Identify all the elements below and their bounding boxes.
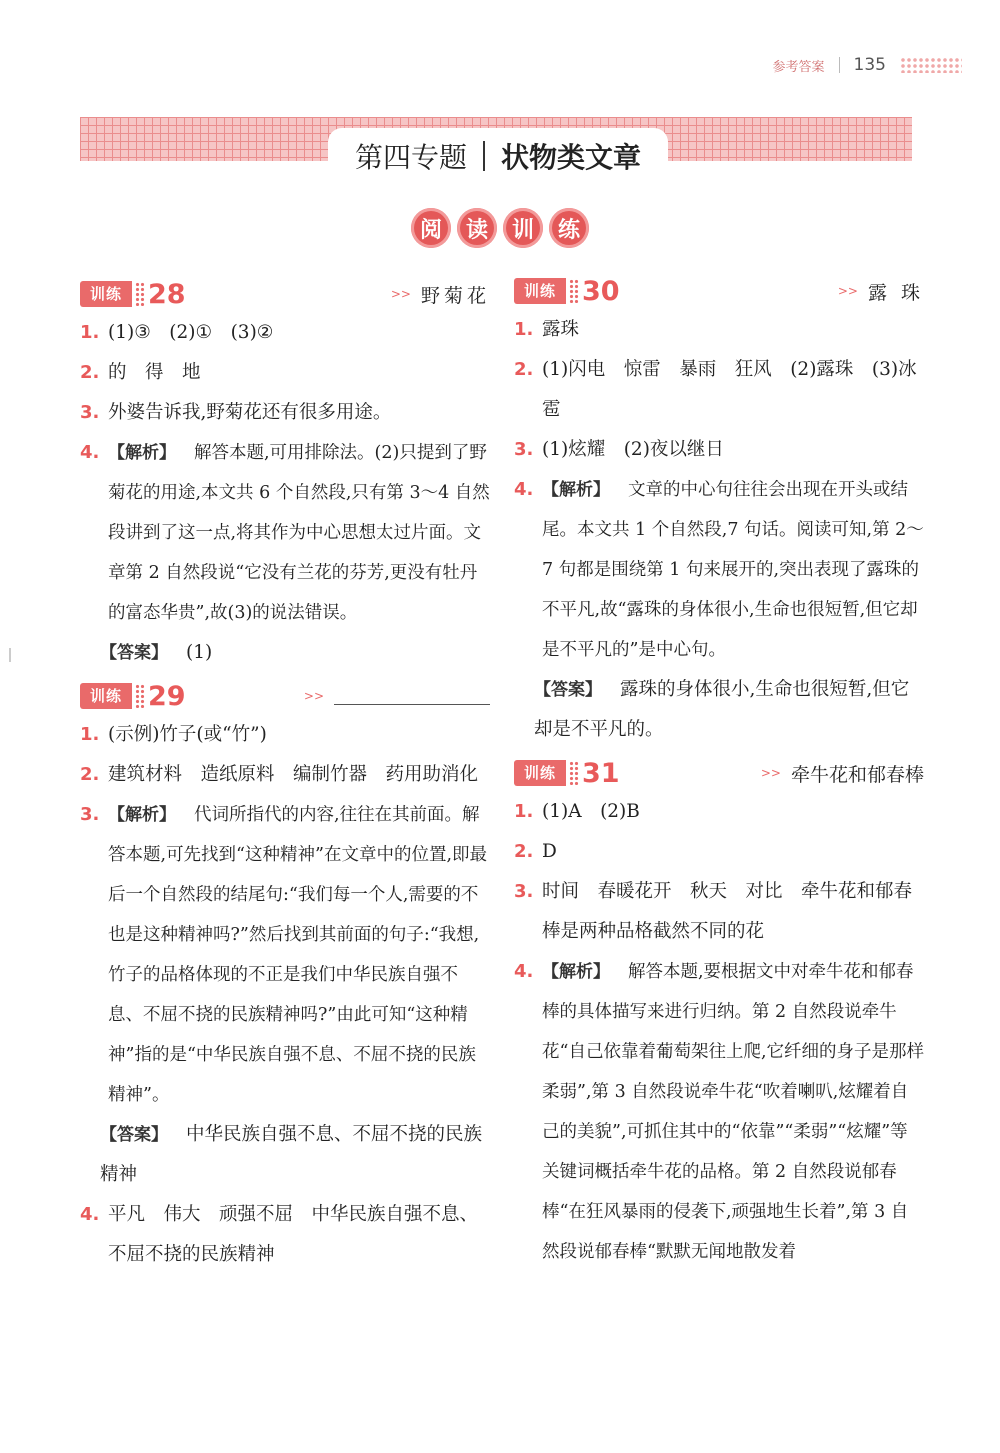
badge-label: 训练 [514,760,566,786]
question-item [80,1195,490,1275]
arrows-icon: >> [303,689,324,703]
question-item [514,430,924,470]
topic-name: 第四专题 [354,141,467,174]
training-badge [514,758,620,789]
header-label: 参考答案 [772,59,825,75]
question-number: 4. [514,479,534,500]
training-title [304,688,490,705]
question-item [80,433,490,633]
question-item [514,792,924,832]
answer-label: 【答案】 [100,643,168,663]
page-header [773,54,962,76]
question-item [514,470,924,670]
answer-line [514,670,924,750]
question-item [80,393,490,433]
analysis-label: 【解析】 [542,480,610,500]
badge-dots [569,761,579,785]
question-number: 1. [80,322,100,343]
article-title: 野菊花 [420,284,490,307]
training-title [838,278,924,305]
question-item [80,795,490,1115]
question-number: 1. [514,319,534,340]
answer-text: D [542,841,557,862]
badge-label: 训练 [514,278,566,304]
answer-text: 时间 春暖花开 秋天 对比 牵牛花和郁春棒是两种品格截然不同的花 [542,881,913,942]
training-badge [80,279,186,310]
badge-dots [135,684,145,708]
question-number: 3. [514,439,534,460]
answer-text: 露珠的身体很小,生命也很短暂,但它却是不平凡的。 [534,679,910,740]
arrows-icon: >> [760,766,781,780]
answer-text: 外婆告诉我,野菊花还有很多用途。 [108,402,392,423]
question-number: 4. [80,1204,100,1225]
training-number: 30 [582,275,620,307]
arrows-icon: >> [837,284,858,298]
question-item [80,715,490,755]
question-number: 3. [80,804,100,825]
answer-text: (1) [186,642,213,663]
question-item [80,755,490,795]
answer-text: 中华民族自强不息、不屈不挠的民族精神 [100,1124,483,1185]
question-item [514,310,924,350]
question-number: 2. [80,362,100,383]
banner-divider [483,141,485,171]
question-item [80,313,490,353]
badge-dots [135,282,145,306]
article-title: 露 珠 [867,281,924,304]
page-number: 135 [853,55,886,75]
left-column [80,279,490,1275]
section-char: 读 [457,208,497,248]
answer-text: 的 得 地 [108,362,201,383]
training-number: 28 [148,278,186,310]
section-heading [0,208,1000,248]
answer-text: 露珠 [542,319,580,340]
training-title [761,760,924,787]
analysis-label: 【解析】 [108,443,176,463]
question-number: 3. [80,402,100,423]
badge-label: 训练 [80,683,132,709]
margin-mark [9,648,11,662]
badge-dots [569,279,579,303]
training-header-31 [514,758,924,788]
topic-banner-label [328,128,668,184]
topic-title: 状物类文章 [501,141,642,174]
question-number: 1. [80,724,100,745]
title-blank-line [334,688,490,705]
question-number: 2. [514,359,534,380]
training-header-29 [80,681,490,711]
analysis-text: 文章的中心句往往会出现在开头或结尾。本文共 1 个自然段,7 句话。阅读可知,第 2～7 句都是围绕第 1 句来展开的,突出表现了露珠的不平凡,故“露珠的身体很小,生命也很短暂,但它却是不平凡的”是中心句。 [542,480,924,660]
article-title: 牵牛花和郁春棒 [790,763,924,786]
answer-text: 平凡 伟大 顽强不屈 中华民族自强不息、不屈不挠的民族精神 [108,1204,479,1265]
question-number: 2. [80,764,100,785]
section-char: 阅 [411,208,451,248]
question-number: 4. [80,442,100,463]
section-char: 训 [503,208,543,248]
answer-line [80,1115,490,1195]
analysis-label: 【解析】 [542,962,610,982]
answer-line [80,633,490,673]
training-number: 29 [148,680,186,712]
question-item [514,952,924,1272]
question-number: 3. [514,881,534,902]
question-number: 1. [514,801,534,822]
answer-label: 【答案】 [534,680,602,700]
answer-text: (1)③ (2)① (3)② [108,322,274,343]
analysis-label: 【解析】 [108,805,176,825]
question-number: 4. [514,961,534,982]
analysis-text: 代词所指代的内容,往往在其前面。解答本题,可先找到“这种精神”在文章中的位置,即最后一个自然段的结尾句:“我们每一个人,需要的不也是这种精神吗?”然后找到其前面的句子:“我想,竹子的品格体现的不正是我们中华民族自强不息、不屈不挠的民族精神吗?”由此可知“这种精神”指的是“中华民族自强不息、不屈不挠的民族精神”。 [108,805,488,1105]
section-char: 练 [549,208,589,248]
right-column [514,276,924,1272]
training-title [391,281,490,308]
training-badge [514,276,620,307]
question-item [514,872,924,952]
answer-text: (1)A (2)B [542,801,640,822]
training-number: 31 [582,757,620,789]
arrows-icon: >> [390,287,411,301]
question-item [80,353,490,393]
training-badge [80,681,186,712]
training-header-30 [514,276,924,306]
answer-text: (示例)竹子(或“竹”) [108,724,267,745]
badge-label: 训练 [80,281,132,307]
question-item [514,832,924,872]
training-header-28 [80,279,490,309]
answer-text: (1)闪电 惊雷 暴雨 狂风 (2)露珠 (3)冰雹 [542,359,917,420]
header-divider [839,57,840,73]
analysis-text: 解答本题,要根据文中对牵牛花和郁春棒的具体描写来进行归纳。第 2 自然段说牵牛花“自己依靠着葡萄架往上爬,它纤细的身子是那样柔弱”,第 3 自然段说牵牛花“吹着喇叭,炫耀着自己的美貌”,可抓住其中的“依靠”“柔弱”“炫耀”等关键词概括牵牛花的品格。第 2 自然段说郁春棒“在狂风暴雨的侵袭下,顽强地生长着”,第 3 自然段说郁春棒“默默无闻地散发着 [542,962,925,1262]
question-number: 2. [514,841,534,862]
answer-label: 【答案】 [100,1125,168,1145]
question-item [514,350,924,430]
answer-text: 建筑材料 造纸原料 编制竹器 药用助消化 [108,764,479,785]
dot-pattern-decoration [900,57,962,73]
analysis-text: 解答本题,可用排除法。(2)只提到了野菊花的用途,本文共 6 个自然段,只有第 3～4 自然段讲到了这一点,将其作为中心思想太过片面。文章第 2 自然段说“它没有兰花的芬芳,更没有牡丹的富态华贵”,故(3)的说法错误。 [108,443,490,623]
answer-text: (1)炫耀 (2)夜以继日 [542,439,724,460]
